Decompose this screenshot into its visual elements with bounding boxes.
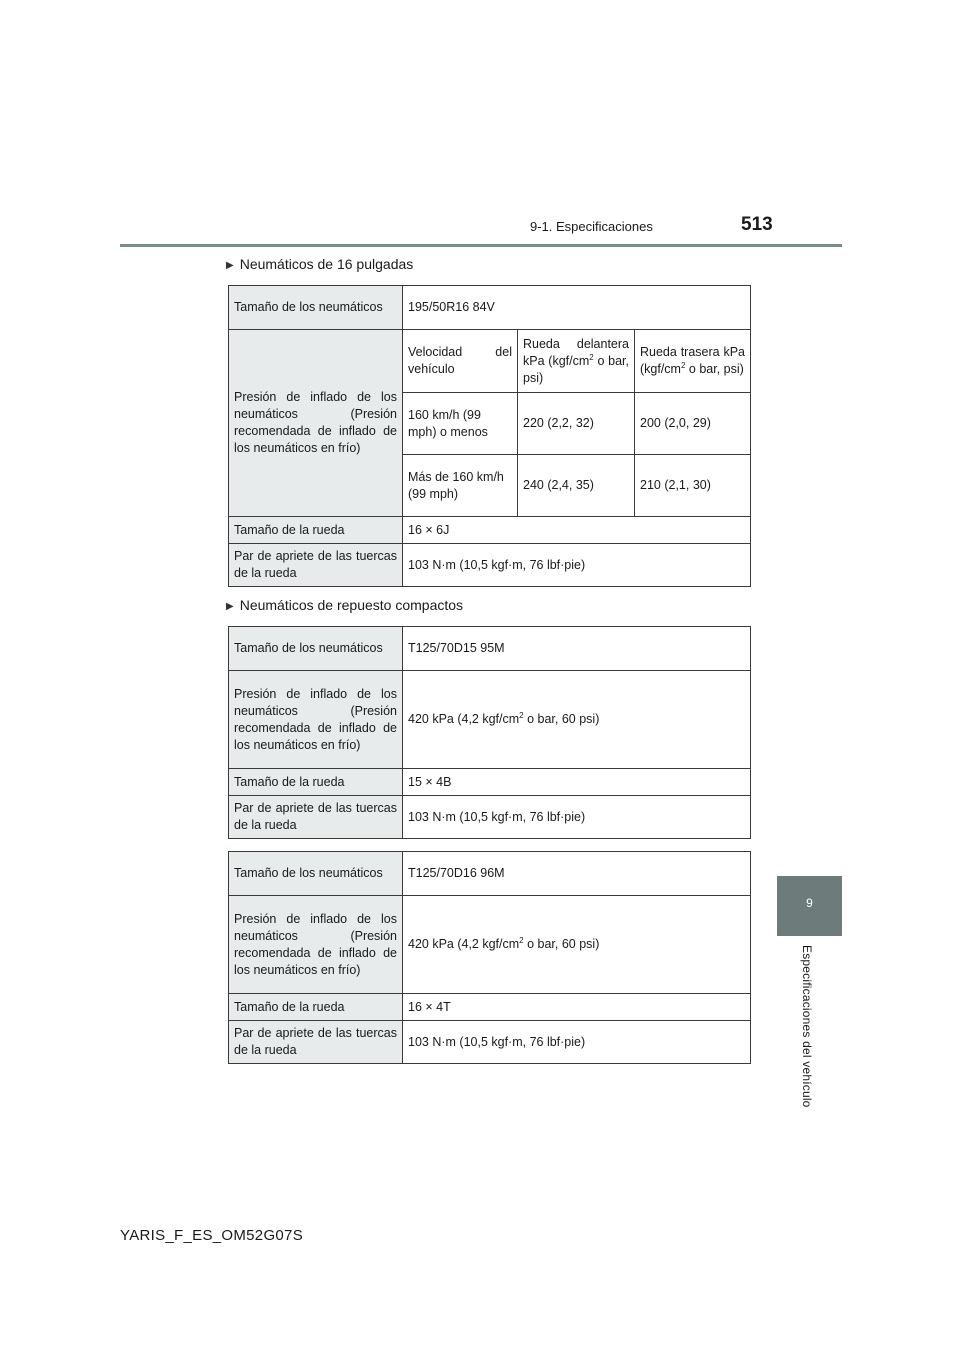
wheel-size-label: Tamaño de la rueda [229, 994, 403, 1021]
table-row [229, 796, 751, 839]
torque-value: 103 N·m (10,5 kgf·m, 76 lbf·pie) [403, 1021, 751, 1064]
pressure-label: Presión de inflado de los neumáticos (Presión recomendada de inflado de los neumáticos en frío) [229, 330, 403, 517]
col-rear-header: Rueda trasera kPa ($kgf/cm^2$ o bar, psi) [635, 330, 751, 393]
chapter-tab [777, 876, 842, 936]
pressure-label: Presión de inflado de los neumáticos (Presión recomendada de inflado de los neumáticos en frío) [229, 671, 403, 769]
tire-size-label: Tamaño de los neumáticos [229, 852, 403, 896]
speed-cell: Más de 160 km/h (99 mph) [403, 455, 518, 517]
header-divider [120, 244, 842, 247]
triangle-bullet-icon: ▶ [226, 601, 234, 612]
tire-size-label: Tamaño de los neumáticos [229, 286, 403, 330]
wheel-size-label: Tamaño de la rueda [229, 517, 403, 544]
front-pressure-cell: 240 (2,4, 35) [518, 455, 635, 517]
front-pressure-cell: 220 (2,2, 32) [518, 393, 635, 455]
col-front-header: Rueda delantera kPa ($kgf/cm^2$ o bar, psi) [518, 330, 635, 393]
section-heading-text: Neumáticos de repuesto compactos [239, 597, 464, 613]
wheel-size-value: 15 × 4B [403, 769, 751, 796]
torque-label: Par de apriete de las tuercas de la rueda [229, 1021, 403, 1064]
section-heading-text: Neumáticos de 16 pulgadas [239, 256, 414, 272]
rear-pressure-cell: 200 (2,0, 29) [635, 393, 751, 455]
wheel-size-label: Tamaño de la rueda [229, 769, 403, 796]
table-row [229, 671, 751, 769]
pressure-label: Presión de inflado de los neumáticos (Presión recomendada de inflado de los neumáticos en frío) [229, 896, 403, 994]
chapter-number: 9 [806, 896, 813, 910]
table-row [229, 769, 751, 796]
rear-pressure-cell: 210 (2,1, 30) [635, 455, 751, 517]
wheel-size-value: 16 × 6J [403, 517, 751, 544]
section-heading-spare [226, 597, 463, 613]
table-row [229, 994, 751, 1021]
table-row [229, 330, 751, 393]
wheel-size-value: 16 × 4T [403, 994, 751, 1021]
table-row [229, 517, 751, 544]
table-row [229, 896, 751, 994]
pressure-value: 420 kPa (4,2 kgf/$cm^2$ o bar, 60 psi) [403, 671, 751, 769]
torque-label: Par de apriete de las tuercas de la rueda [229, 796, 403, 839]
pressure-value: 420 kPa (4,2 kgf/$cm^2$ o bar, 60 psi) [403, 896, 751, 994]
col-speed-header: Velocidad del vehículo [403, 330, 518, 393]
page-number: 513 [741, 214, 773, 235]
torque-label: Par de apriete de las tuercas de la rueda [229, 544, 403, 587]
speed-cell: 160 km/h (99 mph) o menos [403, 393, 518, 455]
section-heading-16in [226, 256, 413, 272]
triangle-bullet-icon: ▶ [226, 260, 234, 271]
table-row [229, 544, 751, 587]
torque-value: 103 N·m (10,5 kgf·m, 76 lbf·pie) [403, 796, 751, 839]
section-title: 9-1. Especificaciones [530, 219, 653, 234]
tire-size-value: T125/70D16 96M [403, 852, 751, 896]
manual-code: YARIS_F_ES_OM52G07S [120, 1227, 304, 1244]
chapter-title: Especificaciones del vehículo [800, 945, 814, 1108]
tire-size-value: 195/50R16 84V [403, 286, 751, 330]
table-row [229, 1021, 751, 1064]
table-row [229, 627, 751, 671]
torque-value: 103 N·m (10,5 kgf·m, 76 lbf·pie) [403, 544, 751, 587]
tire-size-label: Tamaño de los neumáticos [229, 627, 403, 671]
tire-size-value: T125/70D15 95M [403, 627, 751, 671]
table-row [229, 286, 751, 330]
spare-15in-table [228, 626, 751, 839]
spare-16in-table [228, 851, 751, 1064]
tire-16in-table [228, 285, 751, 587]
table-row [229, 852, 751, 896]
